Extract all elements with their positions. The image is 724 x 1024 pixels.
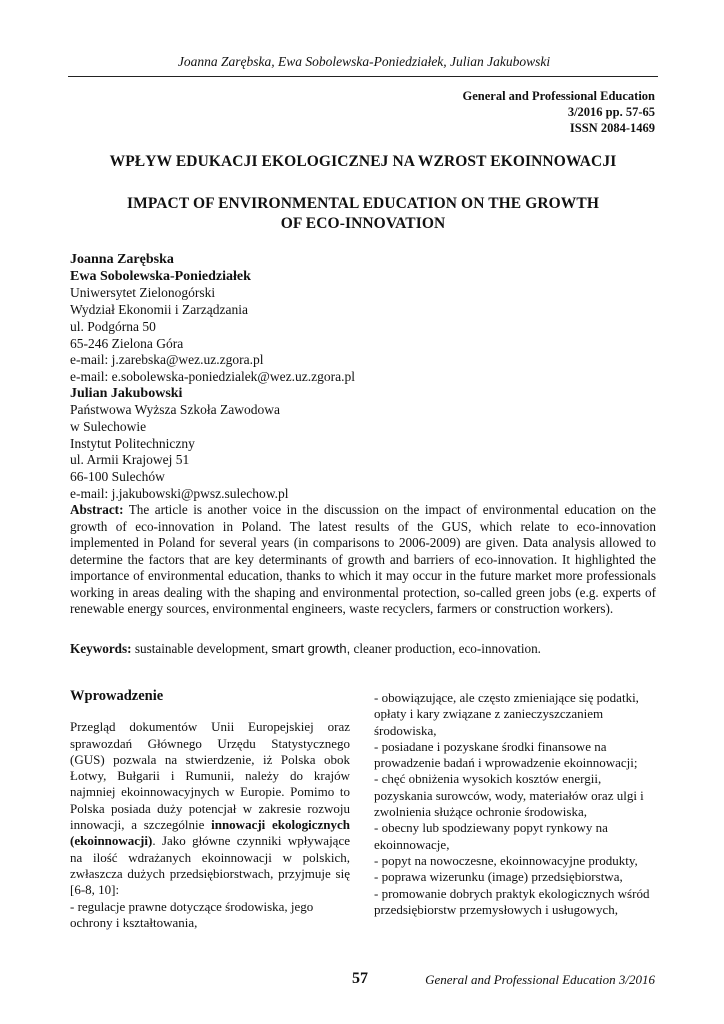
intro-bold-text: innowacji ekologicznych (ekoinnowacji) — [70, 817, 351, 849]
author-name: Ewa Sobolewska-Poniedziałek — [70, 268, 251, 284]
list-item: - popyt na nowoczesne, ekoinnowacyjne produkty, — [374, 852, 638, 868]
author-block — [70, 252, 355, 503]
footer-journal: General and Professional Education 3/2016 — [425, 972, 655, 987]
abstract — [70, 502, 656, 618]
intro-text: . Jako główne czynniki wpływające na ilość wdrażanych ekoinnowacji w polskich, zwłaszcza dużych przedsiębiorstwach, przyjmuje się [6-8, 10]: — [70, 833, 350, 898]
journal-info — [463, 88, 656, 136]
email-line: e-mail: j.jakubowski@pwsz.sulechow.pl — [70, 485, 289, 501]
list-item: - obowiązujące, ale często zmieniające się podatki, opłaty i kary związane z zanieczyszczaniem środowiska, — [374, 690, 639, 738]
affiliation-line: w Sulechowie — [70, 419, 147, 435]
keywords-label: Keywords: — [70, 641, 132, 656]
author-name: Julian Jakubowski — [70, 385, 183, 401]
email-line: e-mail: e.sobolewska-poniedzialek@wez.uz.zgora.pl — [70, 368, 355, 384]
affiliation-line: ul. Podgórna 50 — [70, 318, 156, 334]
journal-issue: 3/2016 pp. 57-65 — [567, 105, 655, 119]
title-english-line1: IMPACT OF ENVIRONMENTAL EDUCATION ON THE GROWTH — [126, 195, 600, 212]
email-line: e-mail: j.zarebska@wez.uz.zgora.pl — [70, 352, 264, 368]
abstract-label: Abstract: — [70, 502, 124, 517]
intro-text: Przegląd dokumentów Unii Europejskiej oraz sprawozdań Głównego Urzędu Statystycznego (GUS) pozwala na stwierdzenie, iż Polska obok Łotwy, Bułgarii i Rumunii, należy do krajów najmniej ekoinnowacyjnych w Europie. Pomimo to Polska posiada duży potencjał w zakresie rozwoju innowacji, a szczególnie — [70, 719, 350, 833]
abstract-text: The article is another voice in the discussion on the impact of environmental education on the growth of eco-innovation in Poland. The latest results of the GUS, which relate to eco-innovation implemented in Poland for several years (in comparisons to 2006-2009) are given. Data analysis allowed to determine the factors that are key determinants of growth and barriers of eco-innovation. It highlighted the importance of environmental education, thanks to which it may occur in the future market more professionals working in areas dealing with the shaping and environmental protection, so-called green jobs (e.g. experts of renewable energy sources, environmental engineers, waste recyclers, farmers or construction workers). — [70, 502, 656, 616]
intro-paragraph — [70, 719, 350, 898]
affiliation-line: 66-100 Sulechów — [70, 469, 165, 485]
list-item: - promowanie dobrych praktyk ekologicznych wśród przedsiębiorstw przemysłowych i usługowych, — [374, 885, 650, 917]
affiliation-line: Instytut Politechniczny — [70, 435, 195, 451]
journal-name: General and Professional Education — [462, 89, 655, 103]
journal-issn: ISSN 2084-1469 — [569, 121, 655, 135]
keywords-part: cleaner production, eco-innovation. — [353, 641, 541, 656]
list-item: - posiadane i pozyskane środki finansowe na prowadzenie badań i wprowadzenie ekoinnowacji; — [374, 738, 638, 771]
list-item: - obecny lub spodziewany popyt rynkowy na ekoinnowacje, — [374, 820, 608, 852]
title-english-line2: OF ECO-INNOVATION — [280, 215, 446, 232]
keywords-part: smart growth, — [271, 641, 351, 656]
keywords — [70, 641, 656, 657]
section-heading: Wprowadzenie — [70, 688, 164, 704]
affiliation-line: 65-246 Zielona Góra — [70, 335, 184, 351]
affiliation-line: Wydział Ekonomii i Zarządzania — [70, 302, 248, 318]
left-column — [70, 688, 350, 931]
list-item: - chęć obniżenia wysokich kosztów energii, pozyskania surowców, wody, materiałów oraz ulgi i zwolnienia służące ochronie środowiska, — [374, 771, 644, 820]
list-item: - poprawa wizerunku (image) przedsiębiorstwa, — [374, 869, 623, 885]
list-item: - regulacje prawne dotyczące środowiska, jego ochrony i kształtowania, — [70, 898, 314, 930]
title-polish: WPŁYW EDUKACJI EKOLOGICZNEJ NA WZROST EKOINNOWACJI — [109, 153, 617, 170]
affiliation-line: Uniwersytet Zielonogórski — [70, 285, 216, 301]
affiliation-line: ul. Armii Krajowej 51 — [70, 452, 190, 468]
author-name: Joanna Zarębska — [70, 252, 174, 267]
affiliation-line: Państwowa Wyższa Szkoła Zawodowa — [70, 402, 281, 418]
header-rule — [68, 76, 658, 77]
right-column — [374, 690, 656, 918]
page-number: 57 — [352, 970, 368, 987]
keywords-part: sustainable development, — [134, 641, 269, 656]
title-english — [70, 194, 656, 234]
running-head: Joanna Zarębska, Ewa Sobolewska-Poniedziałek, Julian Jakubowski — [177, 54, 551, 69]
